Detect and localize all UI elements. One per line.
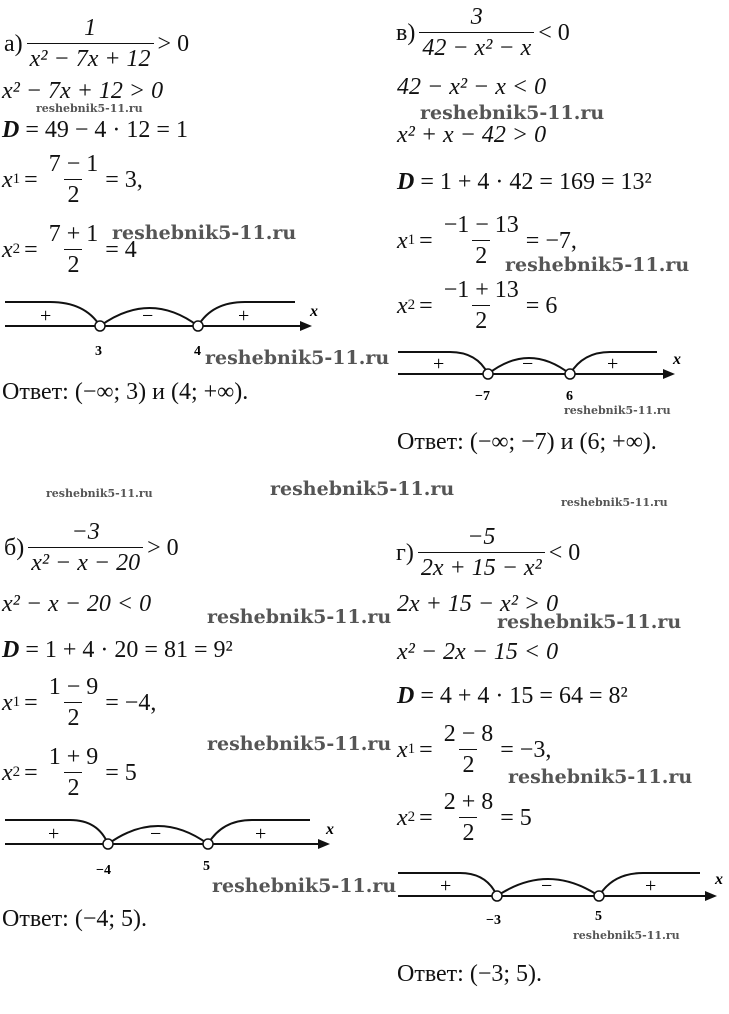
sign-label: − xyxy=(142,305,154,327)
point-label: −3 xyxy=(486,913,501,928)
root2-fraction: $\frac{7 + 1}{2}$ xyxy=(48,221,99,278)
sign-label: + xyxy=(440,875,452,897)
problem-a-root2: x 2 = $\frac{7 + 1}{2}$ = 4 xyxy=(2,221,137,278)
watermark: reshebnik5-11.ru xyxy=(112,222,297,244)
axis-label: x xyxy=(326,821,334,838)
sign-arc-left xyxy=(5,302,100,326)
watermark: reshebnik5-11.ru xyxy=(46,487,153,500)
problem-b-answer: Ответ: (−4; 5). xyxy=(2,906,148,932)
problem-g-root2: x 2 = $\frac{2 + 8}{2}$ = 5 xyxy=(397,789,532,846)
watermark: reshebnik5-11.ru xyxy=(420,102,605,124)
problem-g-discriminant: D = 4 + 4 · 15 = 64 = 8² xyxy=(397,683,628,709)
point-open xyxy=(483,369,493,379)
problem-b-discriminant: D = 1 + 4 · 20 = 81 = 9² xyxy=(2,637,233,663)
axis-arrow xyxy=(663,369,675,379)
problem-a-letter: а) xyxy=(4,30,23,57)
problem-a-answer: Ответ: (−∞; 3) и (4; +∞). xyxy=(2,379,249,405)
problem-v-root2: x 2 = $\frac{-1 + 13}{2}$ = 6 xyxy=(397,277,558,334)
problem-b-statement: б) $\frac{-3}{\text{x² − x − 20}}$ > 0 xyxy=(4,519,179,576)
axis-arrow xyxy=(318,839,330,849)
sign-label: − xyxy=(522,353,534,375)
problem-v-statement: в) $\frac{3}{\text{42 − x² − x}}$ < 0 xyxy=(396,4,570,61)
point-open xyxy=(594,891,604,901)
point-open xyxy=(193,321,203,331)
watermark: reshebnik5-11.ru xyxy=(270,478,455,500)
point-label: 4 xyxy=(194,344,201,359)
sign-label: + xyxy=(433,353,445,375)
sign-label: − xyxy=(541,875,553,897)
problem-g-step2: x² − 2x − 15 < 0 xyxy=(397,639,559,665)
axis-label: x xyxy=(673,351,681,368)
problem-b-number-line xyxy=(0,810,345,880)
root1-fraction: $\frac{7 - 1}{2}$ xyxy=(48,151,99,208)
sign-label: + xyxy=(48,823,60,845)
problem-g-root1: x 1 = $\frac{2 - 8}{2}$ = −3, xyxy=(397,721,552,778)
point-label: −7 xyxy=(475,389,490,404)
point-label: −4 xyxy=(96,863,111,878)
problem-a-fraction xyxy=(27,16,154,71)
problem-v-letter: в) xyxy=(396,19,416,46)
problem-v-fraction: $\frac{3}{\text{42 − x² − x}}$ xyxy=(419,5,534,60)
problem-b-root2: x 2 = $\frac{1 + 9}{2}$ = 5 xyxy=(2,744,137,801)
watermark: reshebnik5-11.ru xyxy=(212,875,397,897)
axis-arrow xyxy=(300,321,312,331)
point-open xyxy=(95,321,105,331)
point-label: 5 xyxy=(595,909,602,924)
fraction-denominator: x² − 7x + 12 xyxy=(27,43,154,71)
problem-a-step1: x² − 7x + 12 > 0 xyxy=(2,78,164,104)
axis-label: x xyxy=(715,871,723,888)
relation: > 0 xyxy=(157,30,190,57)
watermark: reshebnik5-11.ru xyxy=(564,404,671,417)
watermark: reshebnik5-11.ru xyxy=(508,766,693,788)
sign-label: + xyxy=(255,823,267,845)
problem-g-answer: Ответ: (−3; 5). xyxy=(397,961,543,987)
problem-a-statement xyxy=(4,16,189,71)
fraction-numerator: 1 xyxy=(84,15,97,41)
point-label: 6 xyxy=(566,389,573,404)
sign-label: + xyxy=(238,305,250,327)
problem-v-answer: Ответ: (−∞; −7) и (6; +∞). xyxy=(397,429,657,455)
sign-label: − xyxy=(150,823,162,845)
watermark: reshebnik5-11.ru xyxy=(207,733,392,755)
sign-label: + xyxy=(645,875,657,897)
point-open xyxy=(492,891,502,901)
problem-v-number-line xyxy=(395,344,695,406)
axis-label: x xyxy=(310,303,318,320)
problem-v-step2: x² + x − 42 > 0 xyxy=(397,122,547,148)
point-open xyxy=(203,839,213,849)
watermark: reshebnik5-11.ru xyxy=(205,347,390,369)
watermark: reshebnik5-11.ru xyxy=(207,606,392,628)
problem-v-step1: 42 − x² − x < 0 xyxy=(397,74,547,100)
watermark: reshebnik5-11.ru xyxy=(561,496,668,509)
point-open xyxy=(565,369,575,379)
watermark: reshebnik5-11.ru xyxy=(36,102,143,115)
problem-a-discriminant: D = 49 − 4 · 12 = 1 xyxy=(2,117,188,143)
point-label: 3 xyxy=(95,344,102,359)
sign-label: + xyxy=(40,305,52,327)
problem-g-number-line xyxy=(395,858,725,928)
watermark: reshebnik5-11.ru xyxy=(573,929,680,942)
problem-v-discriminant: D = 1 + 4 · 42 = 169 = 13² xyxy=(397,169,652,195)
problem-b-root1: x 1 = $\frac{1 - 9}{2}$ = −4, xyxy=(2,674,157,731)
problem-g-statement: г) $\frac{-5}{\text{2x + 15 − x²}}$ < 0 xyxy=(396,524,581,581)
problem-b-step1: x² − x − 20 < 0 xyxy=(2,591,152,617)
watermark: reshebnik5-11.ru xyxy=(505,254,690,276)
problem-g-step1: 2x + 15 − x² > 0 xyxy=(397,591,559,617)
problem-a-root1: x 1 = $\frac{7 - 1}{2}$ = 3, xyxy=(2,151,143,208)
point-open xyxy=(103,839,113,849)
point-label: 5 xyxy=(203,859,210,874)
axis-arrow xyxy=(705,891,717,901)
problem-v-root1: x 1 = $\frac{-1 - 13}{2}$ = −7, xyxy=(397,212,577,269)
sign-label: + xyxy=(607,353,619,375)
watermark: reshebnik5-11.ru xyxy=(497,611,682,633)
